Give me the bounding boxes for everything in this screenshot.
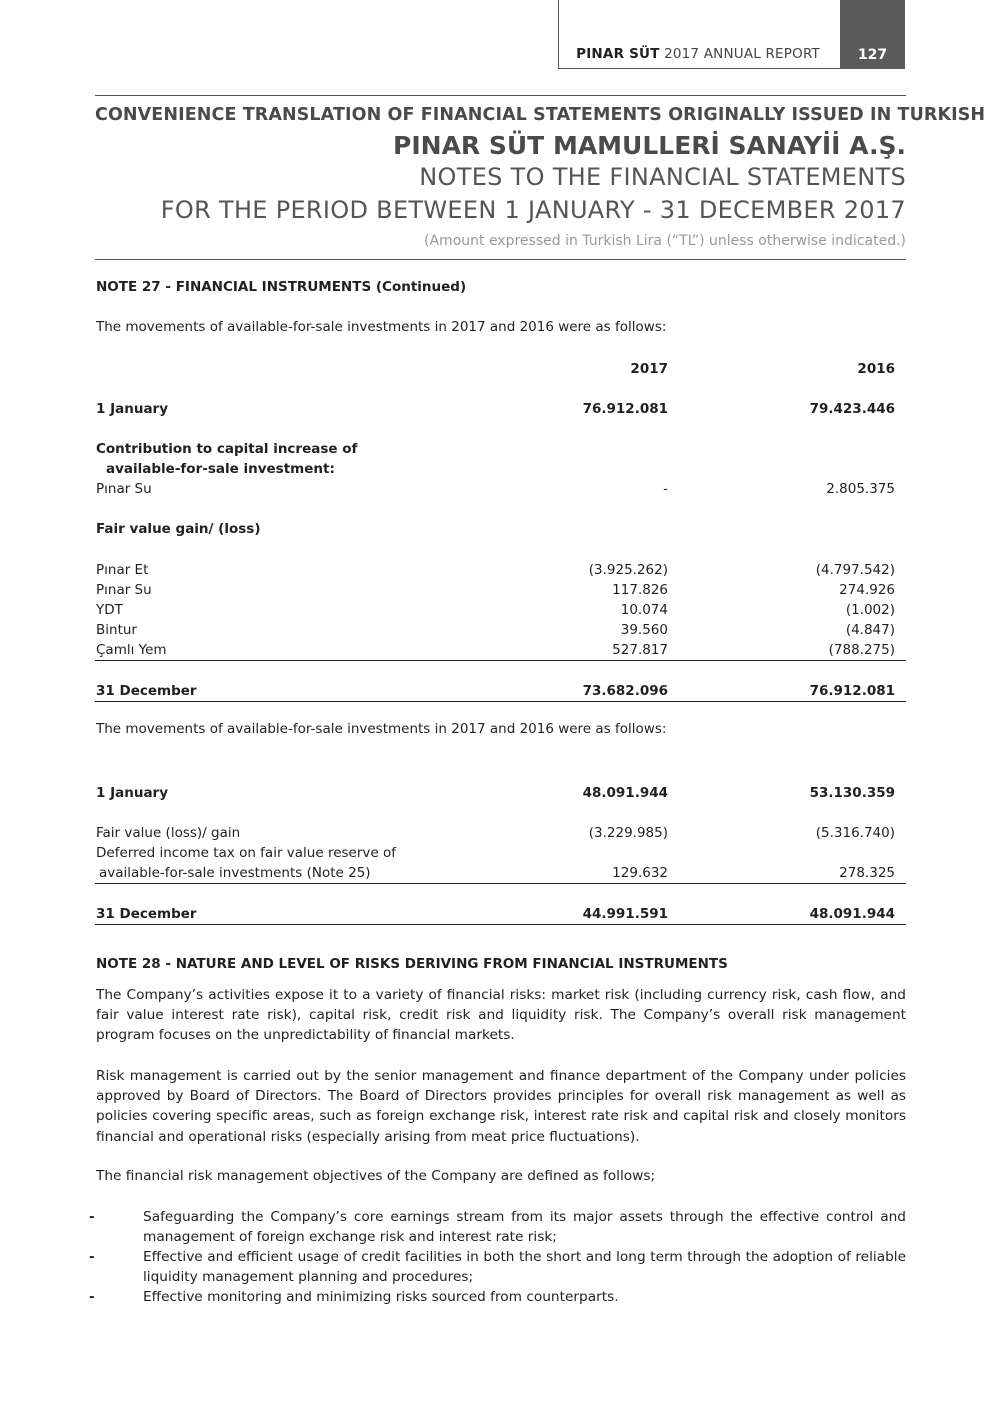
table-row: Pınar Su 117.826 274.926 — [96, 582, 895, 598]
list-item: - Safeguarding the Company’s core earnings stream from its major assets through the effective control and management of foreign exchange risk and interest rate risk; — [89, 1209, 906, 1246]
table1-contrib-label: Contribution to capital increase of — [96, 441, 358, 457]
table1-header-row — [95, 359, 906, 379]
list-item: - Effective monitoring and minimizing risks sourced from counterparts. — [89, 1287, 906, 1307]
note28-para3: The financial risk management objectives of the Company are defined as follows; — [96, 1168, 656, 1184]
list-item: - Effective and efficient usage of credit facilities in both the short and long term through the adoption of reliable liquidity management planning and procedures; — [89, 1249, 906, 1286]
table1-total-rule — [95, 701, 906, 702]
table2-row-jan: 1 January 48.091.944 53.130.359 — [96, 785, 895, 801]
table1-subtotal-rule — [95, 660, 906, 661]
note27-title: NOTE 27 - FINANCIAL INSTRUMENTS (Continued) — [96, 279, 467, 295]
header-box — [558, 0, 840, 69]
header-company: PINAR SÜT — [576, 46, 660, 62]
table1-fv-label: Fair value gain/ (loss) — [96, 521, 261, 537]
table2-subtotal-rule — [95, 883, 906, 884]
convenience-translation-title: CONVENIENCE TRANSLATION OF FINANCIAL STATEMENTS ORIGINALLY ISSUED IN TURKISH — [95, 105, 986, 125]
bullet-dash: - — [89, 1289, 95, 1305]
page-number: 127 — [840, 0, 905, 69]
table1-contrib-label-2: available-for-sale investment: — [106, 461, 335, 477]
currency-note: (Amount expressed in Turkish Lira (“TL”) unless otherwise indicated.) — [424, 233, 906, 249]
company-name: PINAR SÜT MAMULLERİ SANAYİİ A.Ş. — [393, 131, 906, 160]
note27-intro1: The movements of available-for-sale investments in 2017 and 2016 were as follows: — [96, 319, 667, 335]
note27-intro2: The movements of available-for-sale investments in 2017 and 2016 were as follows: — [96, 721, 667, 737]
header-report: 2017 ANNUAL REPORT — [664, 46, 820, 62]
table1-row-jan: 1 January 76.912.081 79.423.446 — [96, 401, 895, 417]
period-title: FOR THE PERIOD BETWEEN 1 JANUARY - 31 DECEMBER 2017 — [160, 196, 906, 224]
note28-para2: Risk management is carried out by the senior management and finance department of the Company under policies approved by Board of Directors. The Board of Directors provides principles for overall risk management as well as policies covering specific areas, such as foreign exchange risk, interest rate risk and capital risk and closely monitors financial and operational risks (especially arising from meat price fluctuations). — [96, 1068, 906, 1145]
table1-col-2016: 2016 — [857, 361, 895, 377]
table-row: Çamlı Yem 527.817 (788.275) — [96, 642, 895, 658]
table-row: YDT 10.074 (1.002) — [96, 602, 895, 618]
table1-row-pinar-su-contrib: Pınar Su - 2.805.375 — [96, 481, 895, 497]
bullet-dash: - — [89, 1249, 95, 1265]
table-row: Bintur 39.560 (4.847) — [96, 622, 895, 638]
table2-total-rule — [95, 924, 906, 925]
table1-col-2017: 2017 — [630, 361, 668, 377]
title-bottom-rule — [95, 259, 906, 260]
title-top-rule — [95, 95, 906, 96]
table1-row-dec: 31 December 73.682.096 76.912.081 — [96, 683, 895, 699]
table2-tax-label: Deferred income tax on fair value reserve of — [96, 845, 397, 861]
note28-para1: The Company’s activities expose it to a variety of financial risks: market risk (including currency risk, cash flow, and fair value interest rate risk), capital risk, credit risk and liquidity risk. The Company’s overall risk management program focuses on the unpredictability of financial markets. — [96, 987, 906, 1044]
notes-title: NOTES TO THE FINANCIAL STATEMENTS — [419, 163, 906, 191]
bullet-dash: - — [89, 1209, 95, 1225]
table2-row-fv: Fair value (loss)/ gain (3.229.985) (5.316.740) — [96, 825, 895, 841]
table2-row-tax: available-for-sale investments (Note 25) 129.632 278.325 — [99, 865, 895, 881]
table-row: Pınar Et (3.925.262) (4.797.542) — [96, 562, 895, 578]
note28-title: NOTE 28 - NATURE AND LEVEL OF RISKS DERIVING FROM FINANCIAL INSTRUMENTS — [96, 956, 728, 972]
table2-row-dec: 31 December 44.991.591 48.091.944 — [96, 906, 895, 922]
header-title — [576, 46, 820, 62]
